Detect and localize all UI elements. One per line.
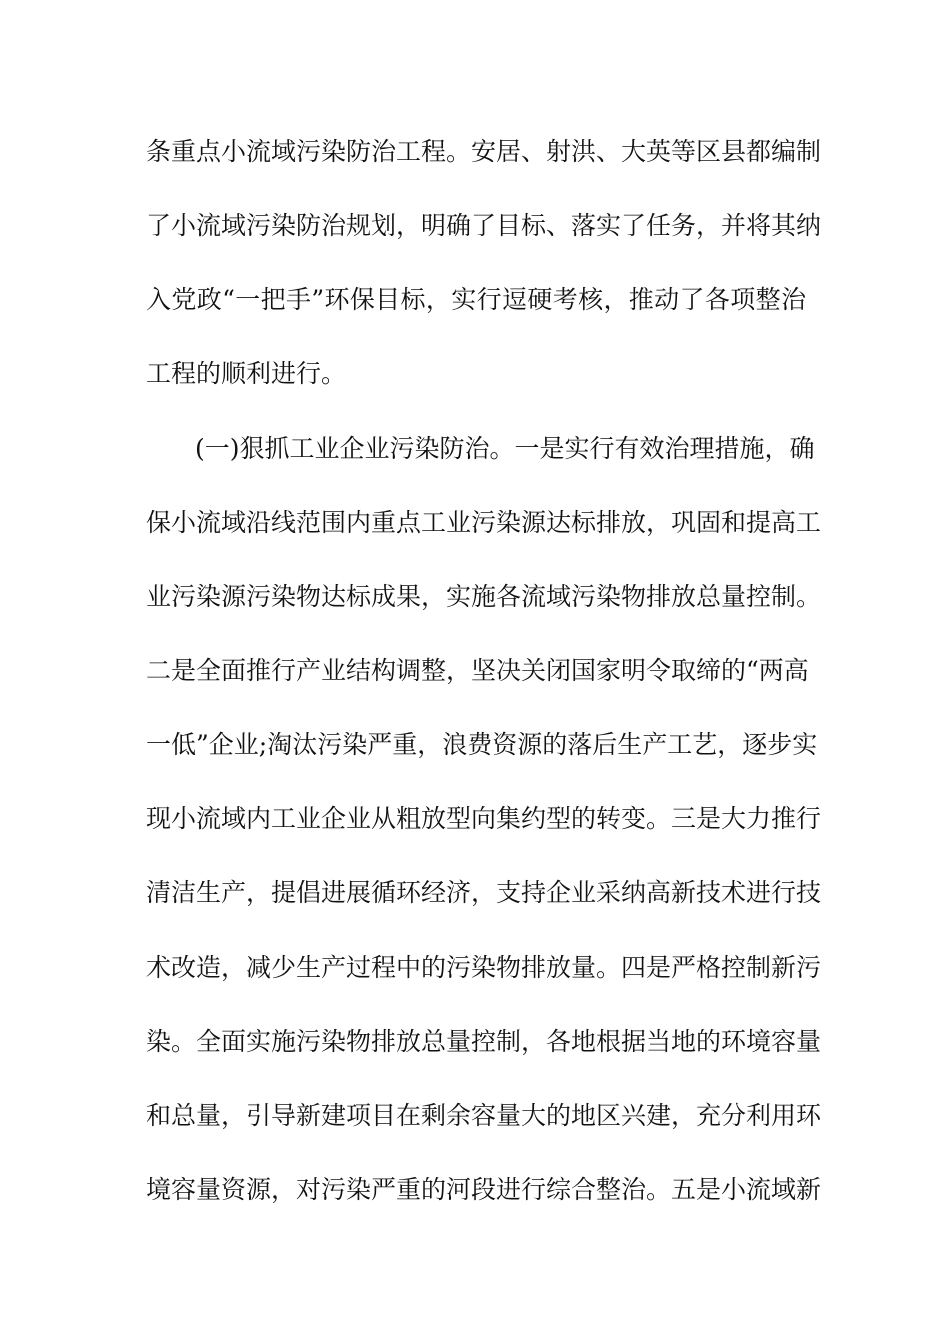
text-line-5: (一)狠抓工业企业污染防治。一是实行有效治理措施，确 (195, 434, 815, 463)
text-line-13: 染。全面实施污染物排放总量控制，各地根据当地的环境容量 (146, 1027, 822, 1056)
text-line-8: 二是全面推行产业结构调整，坚决关闭国家明令取缔的“两高 (146, 656, 809, 685)
text-line-6: 保小流域沿线范围内重点工业污染源达标排放，巩固和提高工 (146, 508, 822, 537)
text-line-9: 一低”企业;淘汰污染严重，浪费资源的落后生产工艺，逐步实 (146, 730, 818, 759)
text-line-3: 入党政“一把手”环保目标，实行逗硬考核，推动了各项整治 (146, 285, 806, 314)
text-line-14: 和总量，引导新建项目在剩余容量大的地区兴建，充分利用环 (146, 1101, 822, 1130)
text-line-7: 业污染源污染物达标成果，实施各流域污染物排放总量控制。 (146, 582, 822, 611)
text-line-4: 工程的顺利进行。 (146, 359, 347, 388)
text-line-11: 清洁生产，提倡进展循环经济，支持企业采纳高新技术进行技 (146, 878, 822, 907)
text-line-12: 术改造，减少生产过程中的污染物排放量。四是严格控制新污 (146, 953, 822, 982)
text-line-1: 条重点小流域污染防治工程。安居、射洪、大英等区县都编制 (146, 137, 822, 166)
text-line-15: 境容量资源，对污染严重的河段进行综合整治。五是小流域新 (146, 1175, 822, 1204)
text-line-10: 现小流域内工业企业从粗放型向集约型的转变。三是大力推行 (146, 804, 822, 833)
text-line-2: 了小流域污染防治规划，明确了目标、落实了任务，并将其纳 (146, 211, 822, 240)
